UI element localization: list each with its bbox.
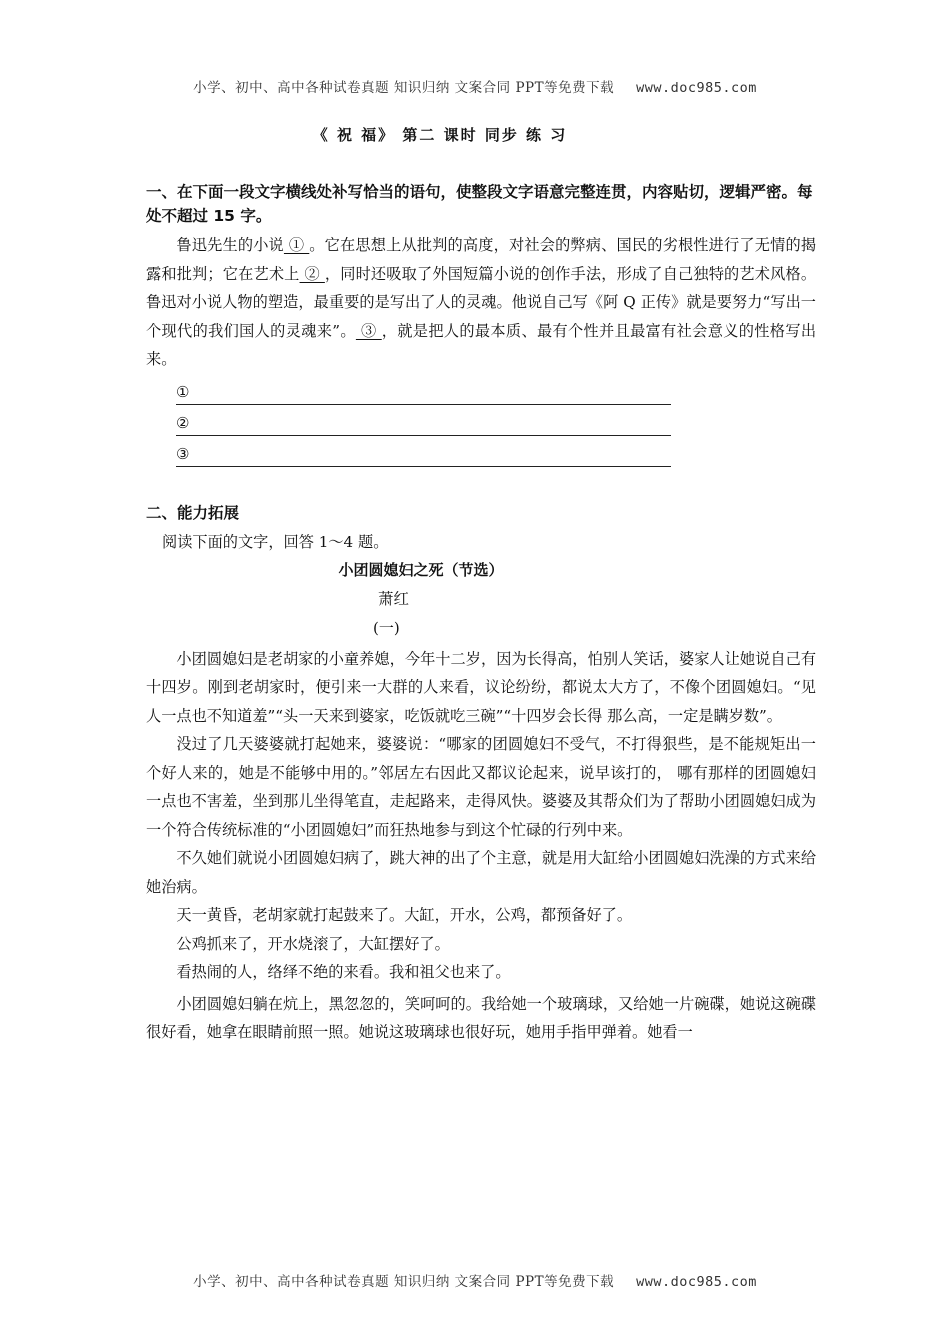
section1-paragraph [146, 231, 816, 374]
section1-heading: 一、在下面一段文字横线处补写恰当的语句，使整段文字语意完整连贯，内容贴切，逻辑严密。每处不超过 15 字。 [146, 183, 813, 225]
page-footer [0, 1270, 950, 1290]
reading-intro: 阅读下面的文字，回答 1～4 题。 [162, 532, 389, 551]
story-part-marker: (一) [373, 618, 400, 637]
answer-line-2[interactable]: ② [176, 411, 671, 436]
blank-2: ② [299, 264, 325, 283]
section1-text-b: 。它在思想上从批判的高度，对社会的弊病、国民的劣根性进行了无情的揭露和批判；它在艺术上 [146, 236, 817, 283]
page-title: 《 祝 福》 第二 课时 同步 练 习 [312, 126, 568, 144]
story-paragraph: 没过了几天婆婆就打起她来，婆婆说：“哪家的团圆媳妇不受气，不打得狠些，是不能规矩出一个好人来的，她是不能够中用的。”邻居左右因此又都议论起来，说早该打的， 哪有那样的团圆媳妇一点也不害羞，坐到那儿坐得笔直，走起路来，走得风快。婆婆及其帮众们为了帮助小团圆媳妇成为一个符合传统标准的“小团圆媳妇”而狂热地参与到这个忙碌的行列中来。 [146, 735, 816, 839]
story-paragraph: 公鸡抓来了，开水烧滚了，大缸摆好了。 [176, 934, 450, 953]
answer-line-1[interactable]: ① [176, 380, 671, 405]
footer-text: 小学、初中、高中各种试卷真题 知识归纳 文案合同 PPT等免费下载 [193, 1274, 615, 1290]
section1-text-a: 鲁迅先生的小说 [176, 236, 284, 254]
blank-3: ③ [355, 321, 382, 340]
answer-lines [146, 380, 816, 467]
header-text: 小学、初中、高中各种试卷真题 知识归纳 文案合同 PPT等免费下载 [193, 80, 615, 96]
story-paragraph: 看热闹的人，络绎不绝的来看。我和祖父也来了。 [176, 963, 511, 981]
answer-line-3[interactable]: ③ [176, 442, 671, 467]
section2-heading: 二、能力拓展 [146, 503, 240, 522]
section1-text-d: ，就是把人的最本质、最有个性并且最富有社会意义的性格写出来。 [146, 321, 817, 368]
section1-text-c: ，同时还吸取了外国短篇小说的创作手法，形成了自己独特的艺术风格。鲁迅对小说人物的塑造，最重要的是写出了人的灵魂。他说自己写《阿 Q 正传》就是要努力“写出一个现代的我们国人的灵魂来”。 [146, 264, 817, 340]
story-title: 小团圆媳妇之死（节选） [338, 560, 504, 579]
story-paragraph: 不久她们就说小团圆媳妇病了，跳大神的出了个主意，就是用大缸给小团圆媳妇洗澡的方式来给她治病。 [146, 849, 816, 896]
story-body [146, 645, 816, 1047]
main-content [146, 180, 816, 1047]
story-paragraph: 小团圆媳妇躺在炕上，黑忽忽的，笑呵呵的。我给她一个玻璃球，又给她一片碗碟，她说这碗碟很好看，她拿在眼睛前照一照。她说这玻璃球也很好玩，她用手指甲弹着。她看一 [146, 994, 816, 1041]
footer-site[interactable]: www.doc985.com [636, 1274, 757, 1290]
header-site[interactable]: www.doc985.com [636, 80, 757, 96]
story-paragraph: 天一黄昏，老胡家就打起鼓来了。大缸，开水，公鸡，都预备好了。 [176, 906, 633, 924]
story-paragraph: 小团圆媳妇是老胡家的小童养媳，今年十二岁，因为长得高，怕别人笑话，婆家人让她说自己有十四岁。刚到老胡家时，便引来一大群的人来看，议论纷纷，都说太大方了，不像个团圆媳妇。“见人一点也不知道羞”“头一天来到婆家，吃饭就吃三碗”“十四岁会长得 那么高，一定是瞒岁数”。 [146, 649, 816, 725]
story-author: 萧红 [378, 589, 410, 608]
page-header [0, 76, 950, 96]
blank-1: ① [283, 236, 310, 254]
